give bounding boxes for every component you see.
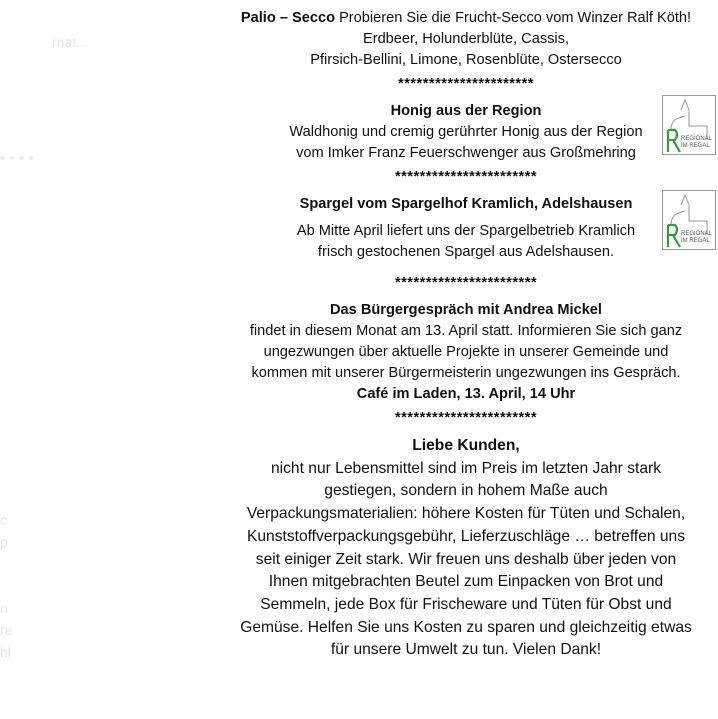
regional-im-regal-logo (662, 190, 716, 250)
honig-line-2: vom Imker Franz Feuerschwenger aus Großmehring (296, 145, 636, 161)
kunden-title: Liebe Kunden, (412, 437, 520, 454)
palio-intro: Probieren Sie die Frucht-Secco vom Winzer Ralf Köth! (339, 10, 692, 26)
separator: *********************** (394, 275, 538, 291)
logo-text-1: REGIONAL (681, 231, 713, 237)
logo-text-2: IM REGAL (681, 143, 710, 149)
palio-line-3: Pfirsich-Bellini, Limone, Rosenblüte, Ostersecco (310, 52, 622, 68)
spargel-line-2: frisch gestochenen Spargel aus Adelshausen. (317, 244, 615, 260)
kunden-line: Gemüse. Helfen Sie uns Kosten zu sparen und gleichzeitig etwas (240, 618, 692, 636)
palio-section (222, 8, 710, 71)
buerger-section (222, 300, 710, 405)
ghost-fragment: hl (0, 644, 11, 660)
buerger-title: Das Bürgergespräch mit Andrea Mickel (330, 302, 602, 318)
buerger-event: Café im Laden, 13. April, 14 Uhr (356, 386, 576, 402)
newsletter-column (222, 8, 713, 662)
ghost-text: rnat... (52, 34, 88, 50)
kunden-line: gestiegen, sondern in hohem Maße auch (324, 482, 608, 500)
palio-title: Palio – Secco (240, 10, 336, 26)
ghost-stars: * * * * (0, 152, 34, 168)
palio-line-1 (222, 8, 710, 29)
kunden-line: Verpackungsmaterialien: höhere Kosten für Tüten und Schalen, (246, 505, 686, 523)
ghost-fragment: p (0, 534, 8, 550)
kunden-line: Kunststoffverpackungsgebühr, Lieferzuschläge … betreffen uns (246, 527, 686, 545)
ghost-fragment: re (0, 622, 13, 638)
regional-im-regal-logo (662, 95, 716, 155)
spargel-line-1: Ab Mitte April liefert uns der Spargelbetrieb Kramlich (296, 223, 636, 239)
kunden-line: seit einiger Zeit stark. Wir freuen uns deshalb über jeden von (255, 550, 677, 568)
separator: *********************** (394, 410, 538, 426)
buerger-line-3: kommen mit unserer Bürgermeisterin ungezwungen ins Gespräch. (251, 365, 681, 381)
kunden-line: für unsere Umwelt zu tun. Vielen Dank! (330, 641, 602, 659)
kunden-line: Semmeln, jede Box für Frischeware und Tüten für Obst und (260, 595, 672, 613)
kunden-line: nicht nur Lebensmittel sind im Preis im letzten Jahr stark (271, 459, 661, 477)
separator: ********************** (398, 76, 534, 92)
ghost-fragment: n (0, 600, 8, 616)
separator: *********************** (394, 169, 538, 185)
kunden-section (222, 435, 710, 662)
ghost-fragment: c (0, 512, 7, 528)
honig-section (222, 101, 713, 164)
honig-title: Honig aus der Region (390, 103, 542, 119)
buerger-line-1: findet in diesem Monat am 13. April statt. Informieren Sie sich ganz (249, 323, 683, 339)
logo-text-2: IM REGAL (681, 238, 710, 244)
spargel-section (222, 194, 713, 263)
kunden-line: Ihnen mitgebrachten Beutel zum Einpacken von Brot und (268, 573, 664, 591)
honig-line-1: Waldhonig und cremig gerührter Honig aus der Region (289, 124, 643, 140)
palio-line-2: Erdbeer, Holunderblüte, Cassis, (362, 31, 570, 47)
logo-text-1: REGIONAL (681, 136, 713, 142)
spargel-title: Spargel vom Spargelhof Kramlich, Adelshausen (299, 196, 633, 212)
buerger-line-2: ungezwungen über aktuelle Projekte in unserer Gemeinde und (263, 344, 669, 360)
